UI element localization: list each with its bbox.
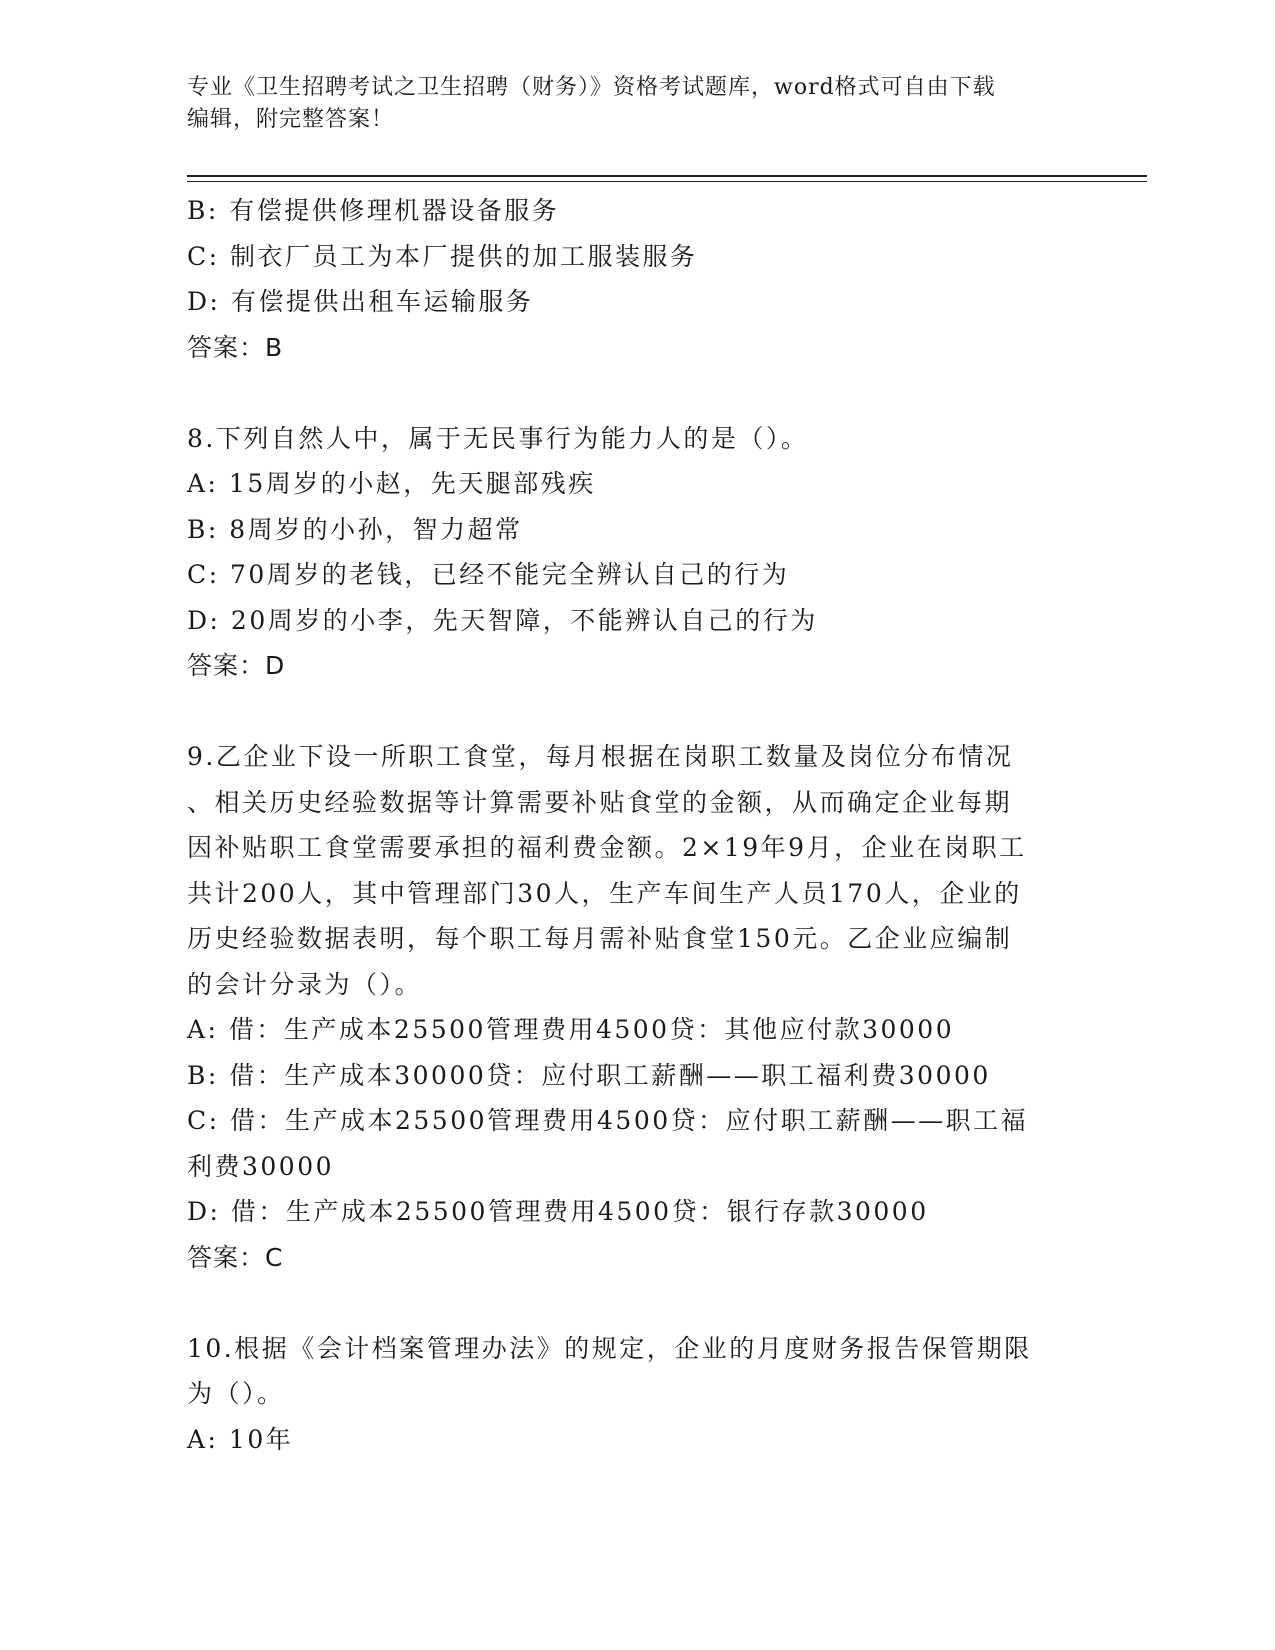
question-stem-line: 为（）。 <box>187 1379 285 1408</box>
question-block-9 <box>187 734 1087 1280</box>
option-c: C: 70周岁的老钱，已经不能完全辨认自己的行为 <box>187 560 790 589</box>
question-stem-line: 10.根据《会计档案管理办法》的规定，企业的月度财务报告保管期限 <box>187 1333 1032 1363</box>
option-a: A: 借：生产成本25500管理费用4500贷：其他应付款30000 <box>187 1015 955 1044</box>
question-block-8 <box>187 416 1087 689</box>
document-header <box>187 72 1087 136</box>
header-line-1: 专业《卫生招聘考试之卫生招聘（财务）》资格考试题库，word格式可自由下载 <box>187 75 996 100</box>
question-content <box>187 188 1087 1462</box>
answer: 答案：B <box>187 332 284 362</box>
question-stem-line: 、相关历史经验数据等计算需要补贴食堂的金额，从而确定企业每期 <box>187 787 1013 817</box>
question-stem-line: 共计200人，其中管理部门30人，生产车间生产人员170人，企业的 <box>187 878 1022 908</box>
question-stem-line: 9.乙企业下设一所职工食堂，每月根据在岗职工数量及岗位分布情况 <box>187 742 1014 771</box>
option-d: D: 20周岁的小李，先天智障，不能辨认自己的行为 <box>187 605 818 635</box>
header-divider-thick <box>187 175 1147 177</box>
option-c: C: 借：生产成本25500管理费用4500贷：应付职工薪酬——职工福 <box>187 1106 1029 1135</box>
question-stem-line: 历史经验数据表明，每个职工每月需补贴食堂150元。乙企业应编制 <box>187 924 1013 953</box>
question-block-7 <box>187 188 1087 370</box>
option-a: A: 10年 <box>187 1424 294 1454</box>
answer: 答案：C <box>187 1242 284 1272</box>
option-c: C: 制衣厂员工为本厂提供的加工服装服务 <box>187 241 698 271</box>
option-a: A: 15周岁的小赵，先天腿部残疾 <box>187 469 596 498</box>
question-stem-line: 因补贴职工食堂需要承担的福利费金额。2×19年9月，企业在岗职工 <box>187 833 1027 862</box>
option-b: B: 借：生产成本30000贷：应付职工薪酬——职工福利费30000 <box>187 1060 991 1090</box>
header-line-2: 编辑，附完整答案！ <box>187 107 395 132</box>
question-stem: 8.下列自然人中，属于无民事行为能力人的是（）。 <box>187 423 809 453</box>
option-d: D: 有偿提供出租车运输服务 <box>187 287 534 316</box>
question-stem-line: 的会计分录为（）。 <box>187 969 423 999</box>
header-divider-thin <box>187 181 1147 182</box>
option-d: D: 借：生产成本25500管理费用4500贷：银行存款30000 <box>187 1197 929 1226</box>
option-b: B: 有偿提供修理机器设备服务 <box>187 196 560 225</box>
option-b: B: 8周岁的小孙，智力超常 <box>187 514 523 544</box>
question-block-10 <box>187 1326 1087 1463</box>
answer: 答案：D <box>187 651 286 680</box>
option-c-continued: 利费30000 <box>187 1151 335 1181</box>
